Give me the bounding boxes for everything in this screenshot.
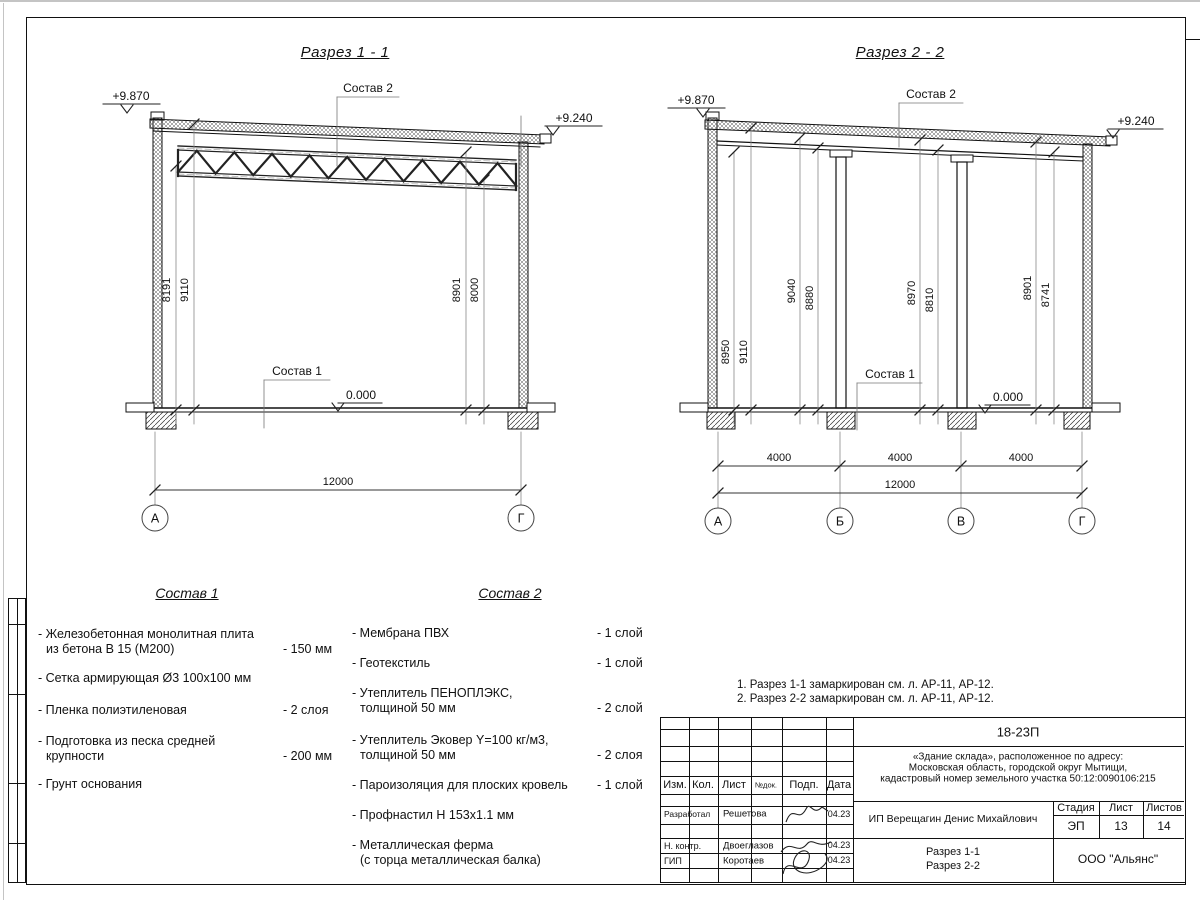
dim-ticks <box>171 119 489 415</box>
list-item-text: (с торца металлическая балка) <box>360 853 541 867</box>
stamp-doc-number: 18-23П <box>996 724 1040 740</box>
dim-total-label: 12000 <box>884 479 916 491</box>
list-item-text: - Пароизоляция для плоских кровель <box>352 778 568 792</box>
list-item-text: толщиной 50 мм <box>360 701 456 715</box>
foundation-block <box>1064 412 1090 429</box>
stamp-drawing-name: Разрез 1-1 <box>925 846 981 858</box>
stamp-object-line: «Здание склада», расположенное по адресу: <box>912 751 1124 763</box>
stamp-drawing-name: Разрез 2-2 <box>925 860 981 872</box>
sheet-notes <box>737 678 994 706</box>
ground-beam <box>1092 403 1120 412</box>
elevation-zero-label: 0.000 <box>992 390 1024 404</box>
composition-2-title: Состав 2 <box>478 585 542 601</box>
stamp-sheets-value: 14 <box>1157 819 1171 833</box>
callout-leaders <box>899 103 963 147</box>
list-item-text: из бетона В 15 (М200) <box>46 642 175 656</box>
signature <box>783 800 831 826</box>
axis-label: В <box>956 514 966 529</box>
floor-callout-label: Состав 1 <box>865 367 915 381</box>
dim-label: 8880 <box>804 285 816 311</box>
composition-list-2 <box>352 580 668 880</box>
dim-label: 9040 <box>786 278 798 304</box>
stamp-col-izm: Изм. <box>663 779 687 791</box>
list-item-text: - Пленка полиэтиленовая <box>38 703 187 717</box>
section-1-1-title: Разрез 1 - 1 <box>300 44 390 61</box>
axis-label: А <box>150 511 160 526</box>
list-item-value: - 1 слой <box>597 656 643 670</box>
stamp-name: Двоеглазов <box>723 840 774 852</box>
wall-right <box>1083 144 1092 408</box>
roof-callout-label: Состав 2 <box>343 81 393 95</box>
stamp-role: ГИП <box>664 856 682 866</box>
stamp-sheet-label: Лист <box>1109 802 1133 814</box>
list-item-value: - 150 мм <box>283 642 333 656</box>
list-item-text: - Сетка армирующая Ø3 100х100 мм <box>38 671 252 685</box>
ground-beam <box>527 403 555 412</box>
list-item-value: - 1 слой <box>597 626 643 640</box>
floor-callout-leader <box>264 380 330 428</box>
stamp-col-list: Лист <box>722 779 746 791</box>
stamp-col-ndok: №док. <box>755 780 777 790</box>
stamp-sheet-value: 13 <box>1114 819 1128 833</box>
stamp-stage-label: Стадия <box>1057 802 1095 814</box>
list-item-text: - Подготовка из песка средней <box>38 734 216 748</box>
list-item-text: - Геотекстиль <box>352 656 431 670</box>
list-item-text: - Профнастил Н 153х1.1 мм <box>352 808 515 822</box>
elevation-zero-label: 0.000 <box>345 388 377 402</box>
foundation-block <box>707 412 735 429</box>
composition-list-1 <box>30 580 340 810</box>
list-item-text: крупности <box>46 749 105 763</box>
wall-left <box>153 118 162 408</box>
stamp-role: Н. контр. <box>664 841 702 851</box>
wall-left <box>708 118 717 408</box>
wall-right <box>519 142 528 408</box>
axis-label: Г <box>1078 514 1086 529</box>
list-item-text: - Железобетонная монолитная плита <box>38 627 254 641</box>
dim-total-label: 12000 <box>322 476 354 488</box>
signature <box>777 836 835 881</box>
dim-label: 8901 <box>451 277 463 303</box>
axis-label: Б <box>835 514 845 529</box>
floor-callout-leader <box>857 383 922 430</box>
stamp-role: Разработал <box>664 809 711 819</box>
extension-lines <box>176 124 484 424</box>
title-block <box>660 717 1186 883</box>
list-item-value: - 200 мм <box>283 749 333 763</box>
section-2-2-title: Разрез 2 - 2 <box>855 44 945 61</box>
roof-slab <box>150 119 544 144</box>
elevation-label: +9.870 <box>112 89 150 103</box>
stamp-date: 04.23 <box>827 809 851 819</box>
stamp-col-data: Дата <box>826 779 852 791</box>
stamp-object-line: Московская область, городской округ Мытищи, <box>908 762 1128 774</box>
dim-label: 9110 <box>738 340 750 364</box>
dim-label: 8970 <box>906 280 918 306</box>
list-item-value: - 2 слоя <box>283 703 329 717</box>
stamp-client: ИП Верещагин Денис Михайлович <box>868 813 1038 825</box>
dim-span-label: 4000 <box>766 452 792 464</box>
note-line: 1. Разрез 1-1 замаркирован см. л. АР-11, АР-12. <box>737 679 994 691</box>
axis-label: А <box>713 514 723 529</box>
stamp-name: Решетова <box>723 808 767 820</box>
dim-label: 8000 <box>469 277 481 303</box>
column-b <box>830 150 852 408</box>
list-item-text: - Металлическая ферма <box>352 838 494 852</box>
column-v <box>951 155 973 408</box>
stamp-name: Коротаев <box>723 855 765 867</box>
stamp-object-line: кадастровый номер земельного участка 50:12:0090106:215 <box>880 773 1156 785</box>
dim-span-label: 4000 <box>1008 452 1034 464</box>
composition-1-title: Состав 1 <box>155 585 219 601</box>
roof-edge-cap <box>1106 136 1117 145</box>
list-item-value: - 2 слой <box>597 701 643 715</box>
stamp-stage-value: ЭП <box>1067 819 1085 833</box>
axis-label: Г <box>517 511 525 526</box>
roof-callout-label: Состав 2 <box>906 87 956 101</box>
list-item-text: - Грунт основания <box>38 777 143 791</box>
floor-callout-label: Состав 1 <box>272 364 322 378</box>
stamp-col-kol: Кол. <box>692 779 714 791</box>
list-item-value: - 1 слой <box>597 778 643 792</box>
list-item-text: - Мембрана ПВХ <box>352 626 450 640</box>
dim-label: 8191 <box>161 277 173 303</box>
dim-label: 9110 <box>179 278 191 302</box>
stamp-col-podp: Подп. <box>789 779 819 791</box>
axis-extension-lines <box>718 432 1082 508</box>
ground-beam <box>126 403 154 412</box>
note-line: 2. Разрез 2-2 замаркирован см. л. АР-11, АР-12. <box>737 693 994 705</box>
stamp-company: ООО "Альянс" <box>1077 852 1159 866</box>
dim-span-label: 4000 <box>887 452 913 464</box>
stamp-date: 04.23 <box>827 840 851 850</box>
section-1-1-drawing <box>103 81 602 531</box>
foundation-block <box>508 412 538 429</box>
dim-label: 8901 <box>1022 275 1034 301</box>
list-item-text: толщиной 50 мм <box>360 748 456 762</box>
dim-label: 8741 <box>1040 282 1052 308</box>
dim-label: 8810 <box>924 287 936 313</box>
list-item-text: - Утеплитель ПЕНОПЛЭКС, <box>352 686 513 700</box>
list-item-text: - Утеплитель Эковер Y=100 кг/м3, <box>352 733 549 747</box>
section-2-2-drawing <box>668 87 1163 534</box>
roof-edge-cap <box>540 134 551 143</box>
ground-beam <box>680 403 708 412</box>
foundation-block <box>948 412 976 429</box>
dim-label: 8950 <box>720 339 732 365</box>
elevation-label: +9.240 <box>555 111 593 125</box>
list-item-value: - 2 слоя <box>597 748 643 762</box>
elevation-label: +9.240 <box>1117 114 1155 128</box>
stamp-date: 04.23 <box>827 855 851 865</box>
stamp-sheets-label: Листов <box>1146 802 1182 814</box>
axis-extension-lines <box>155 432 521 505</box>
elevation-label: +9.870 <box>677 93 715 107</box>
roof-slab <box>705 120 1110 146</box>
foundation-block <box>827 412 855 429</box>
